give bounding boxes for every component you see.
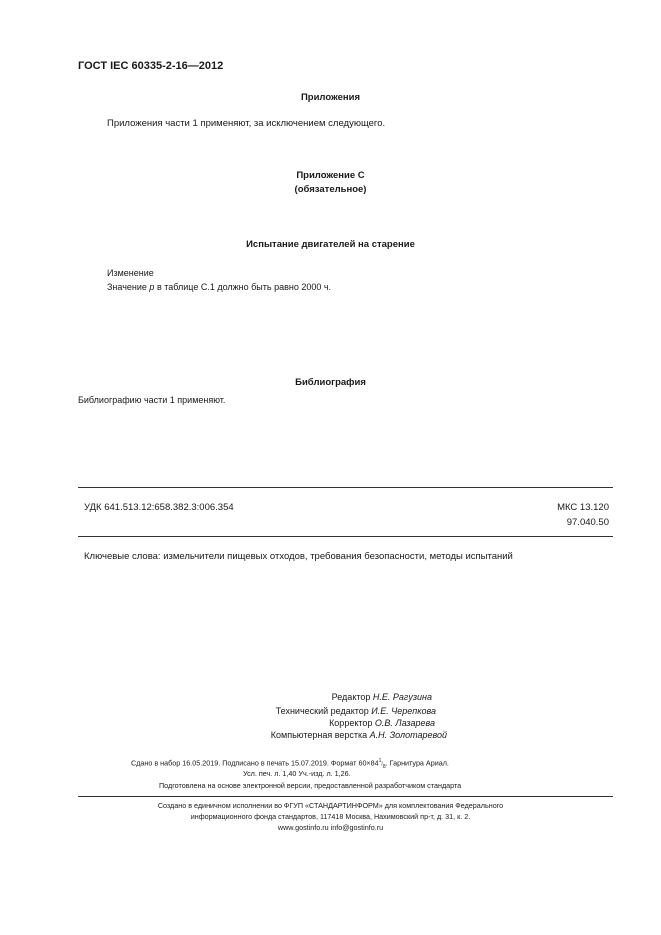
credit-name: О.В. Лазарева <box>374 718 435 728</box>
credit-role: Корректор <box>329 718 375 728</box>
udk-code: УДК 641.513.12:658.382.3:006.354 <box>84 502 234 513</box>
imprint-line-1: Сдано в набор 16.05.2019. Подписано в печать 15.07.2019. Формат $60\times 84^1/_8$. Гарнитура Ариал. <box>131 758 449 770</box>
format-numerator: 1 <box>378 758 382 764</box>
credit-name: И.Е. Черепкова <box>371 706 436 716</box>
publisher-line-3: www.gostinfo.ru info@gostinfo.ru <box>277 823 384 832</box>
standard-header: ГОСТ IEC 60335-2-16—2012 <box>78 60 224 72</box>
imprint-line-3: Подготовлена на основе электронной версии, предоставленной разработчиком стандарта <box>159 781 462 790</box>
publisher-line-1: Создано в единичном исполнении во ФГУП «СТАНДАРТИНФОРМ» для комплектования Федерального <box>157 801 504 810</box>
credit-role: Редактор <box>331 692 373 702</box>
imprint-text: Сдано в набор 16.05.2019. Подписано в печать 15.07.2019. Формат 60×84 <box>131 758 379 768</box>
credit-editor <box>332 692 432 702</box>
bibliography-text: Библиографию части 1 применяют. <box>78 395 226 405</box>
annex-heading: Испытание двигателей на старение <box>246 239 415 250</box>
format-denominator: 8 <box>382 763 386 770</box>
credit-name: Н.Е. Рагузина <box>372 692 432 702</box>
credit-layout <box>271 730 447 740</box>
annex-status: (обязательное) <box>294 184 367 195</box>
value-variable: p <box>149 282 155 292</box>
divider-mid <box>78 536 613 537</box>
divider-bottom <box>78 796 613 797</box>
appendices-title: Приложения <box>300 92 361 103</box>
credit-role: Компьютерная верстка <box>270 730 370 740</box>
value-prefix: Значение <box>107 282 150 292</box>
mks-code-2: 97.040.50 <box>566 517 609 528</box>
bibliography-title: Библиография <box>295 377 366 388</box>
imprint-text: . Гарнитура Ариал. <box>385 758 449 768</box>
credit-role: Технический редактор <box>275 706 372 716</box>
publisher-line-2: информационного фонда стандартов, 117418 Москва, Нахимовский пр-т, д. 31, к. 2. <box>190 812 471 821</box>
divider-top <box>78 487 613 488</box>
keywords: Ключевые слова: измельчители пищевых отходов, требования безопасности, методы испытаний <box>84 551 513 562</box>
appendices-text: Приложения части 1 применяют, за исключением следующего. <box>107 118 386 129</box>
imprint-line-2: Усл. печ. л. 1,40 Уч.-изд. л. 1,26. <box>243 769 351 778</box>
credit-tech-editor <box>276 706 436 716</box>
credit-corrector <box>329 718 435 728</box>
change-text <box>107 282 331 292</box>
mks-code-1: МКС 13.120 <box>557 502 609 513</box>
change-label: Изменение <box>107 268 154 278</box>
value-suffix: в таблице С.1 должно быть равно 2000 ч. <box>154 282 332 292</box>
annex-title: Приложение С <box>296 170 365 181</box>
credit-name: А.Н. Золотаревой <box>369 730 447 740</box>
